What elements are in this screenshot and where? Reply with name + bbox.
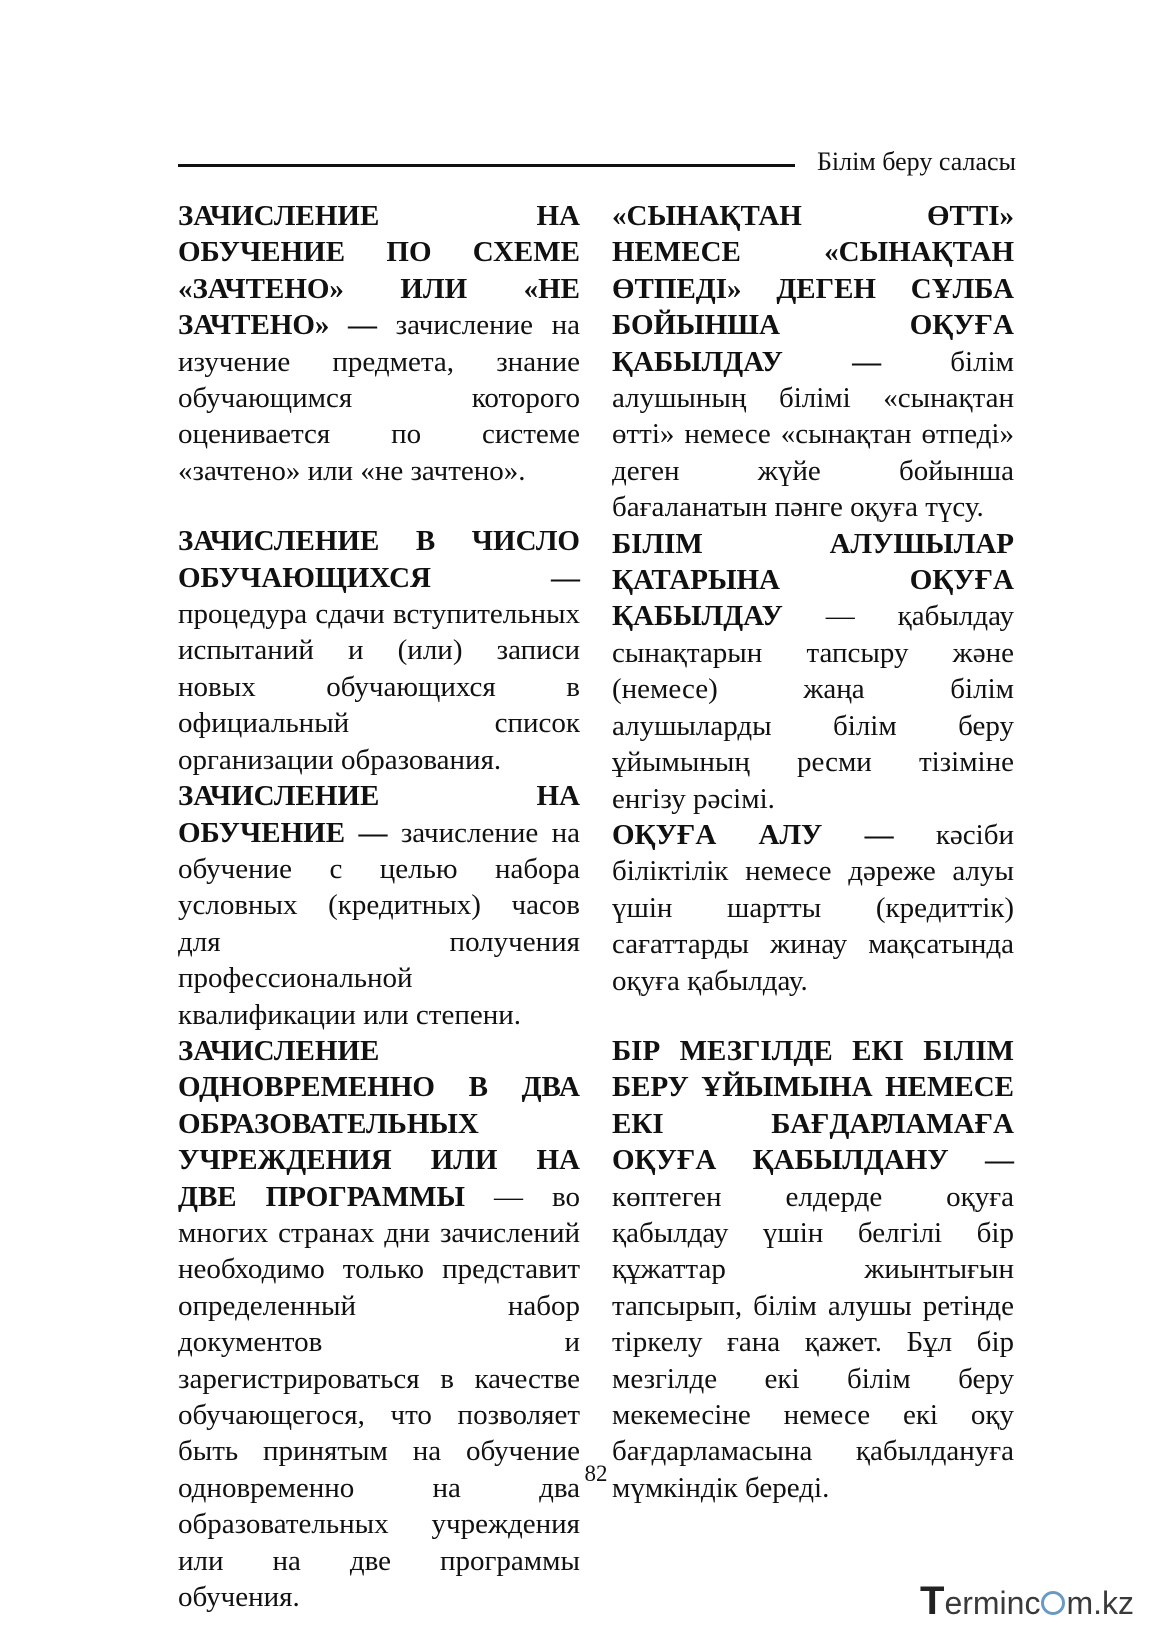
glossary-entry [612,526,1014,817]
glossary-entry [178,198,580,489]
entry-definition: процедура сдачи вступительных испытаний и (или) записи новых обучающихся в официальный список организации образования. [178,598,580,776]
entry-term: «СЫНАҚТАН ӨТТІ» НЕМЕСЕ «СЫНАҚТАН ӨТПЕДІ» ДЕГЕН СҰЛБА БОЙЫНША ОҚУҒА ҚАБЫЛДАУ — [612,200,1014,378]
site-watermark [920,1579,1134,1623]
running-header [178,138,1016,178]
entry-term: БІЛІМ АЛУШЫЛАР ҚАТАРЫНА ОҚУҒА ҚАБЫЛДАУ [612,527,1014,633]
right-column [612,198,1014,1506]
entry-term: ОҚУҒА АЛУ — [612,818,894,851]
watermark-initial: T [920,1579,945,1623]
entry-term: БІР МЕЗГІЛДЕ ЕКІ БІЛІМ БЕРУ ҰЙЫМЫНА НЕМЕСЕ ЕКІ БАҒДАРЛАМАҒА ОҚУҒА ҚАБЫЛДАНУ — [612,1034,1014,1177]
left-column [178,198,580,1615]
glossary-entry [612,198,1014,526]
entry-definition: зачисление на обучение с целью набора условных (кредитных) часов для получения профессиональной квалификации или степени. [178,816,580,1031]
entry-definition: білім алушының білімі «сынақтан өтті» немесе «сынақтан өтпеді» деген жүйе бойынша бағаланатын пәнге оқуға түсу. [612,345,1014,524]
entry-term: ЗАЧИСЛЕНИЕ НА ОБУЧЕНИЕ — [178,780,580,849]
watermark-middle: erminc [944,1585,1041,1621]
glossary-entry [178,778,580,1033]
glossary-entry [178,1033,580,1616]
entry-definition: — во многих странах дни зачислений необходимо только представит определенный набор документов и зарегистрироваться в качестве обучающегося, что позволяет быть принятым на обучение одновременно на два образовательных учреждения или на две программы обучения. [178,1180,580,1614]
entry-definition: зачисление на изучение предмета, знание обучающимся которого оценивается по системе «зачтено» или «не зачтено». [178,309,580,487]
running-header-title: Білім беру саласы [816,147,1016,176]
entry-definition: кәсіби біліктілік немесе дәреже алуы үшін шартты (кредиттік) сағаттарды жинау мақсатында оқуға қабылдау. [612,818,1014,997]
entry-term: ЗАЧИСЛЕНИЕ ОДНОВРЕМЕННО В ДВА ОБРАЗОВАТЕЛЬНЫХ УЧРЕЖДЕНИЯ ИЛИ НА ДВЕ ПРОГРАММЫ [178,1034,580,1213]
entry-term: ЗАЧИСЛЕНИЕ НА ОБУЧЕНИЕ ПО СХЕМЕ «ЗАЧТЕНО» ИЛИ «НЕ ЗАЧТЕНО» — [178,200,580,342]
magnifier-icon [1041,1591,1065,1615]
entry-definition: көптеген елдерде оқуға қабылдау үшін белгілі бір құжаттар жиынтығын тапсырып, білім алушы ретінде тіркелу ғана қажет. Бұл бір мезгілде екі білім беру мекемесіне немесе екі оқу бағдарламасына қабылдануға мүмкіндік береді. [612,1180,1014,1504]
entry-definition: — қабылдау сынақтарын тапсыру және (немесе) жаңа білім алушыларды білім беру ұйымының ресми тізіміне енгізу рәсімі. [612,600,1014,815]
header-rule [178,164,795,167]
glossary-entry [178,523,580,778]
entry-term: ЗАЧИСЛЕНИЕ В ЧИСЛО ОБУЧАЮЩИХСЯ — [178,525,580,594]
watermark-suffix: m.kz [1066,1585,1134,1621]
glossary-entry [612,1033,1014,1506]
glossary-entry [612,817,1014,999]
page-number: 82 [584,1461,608,1486]
